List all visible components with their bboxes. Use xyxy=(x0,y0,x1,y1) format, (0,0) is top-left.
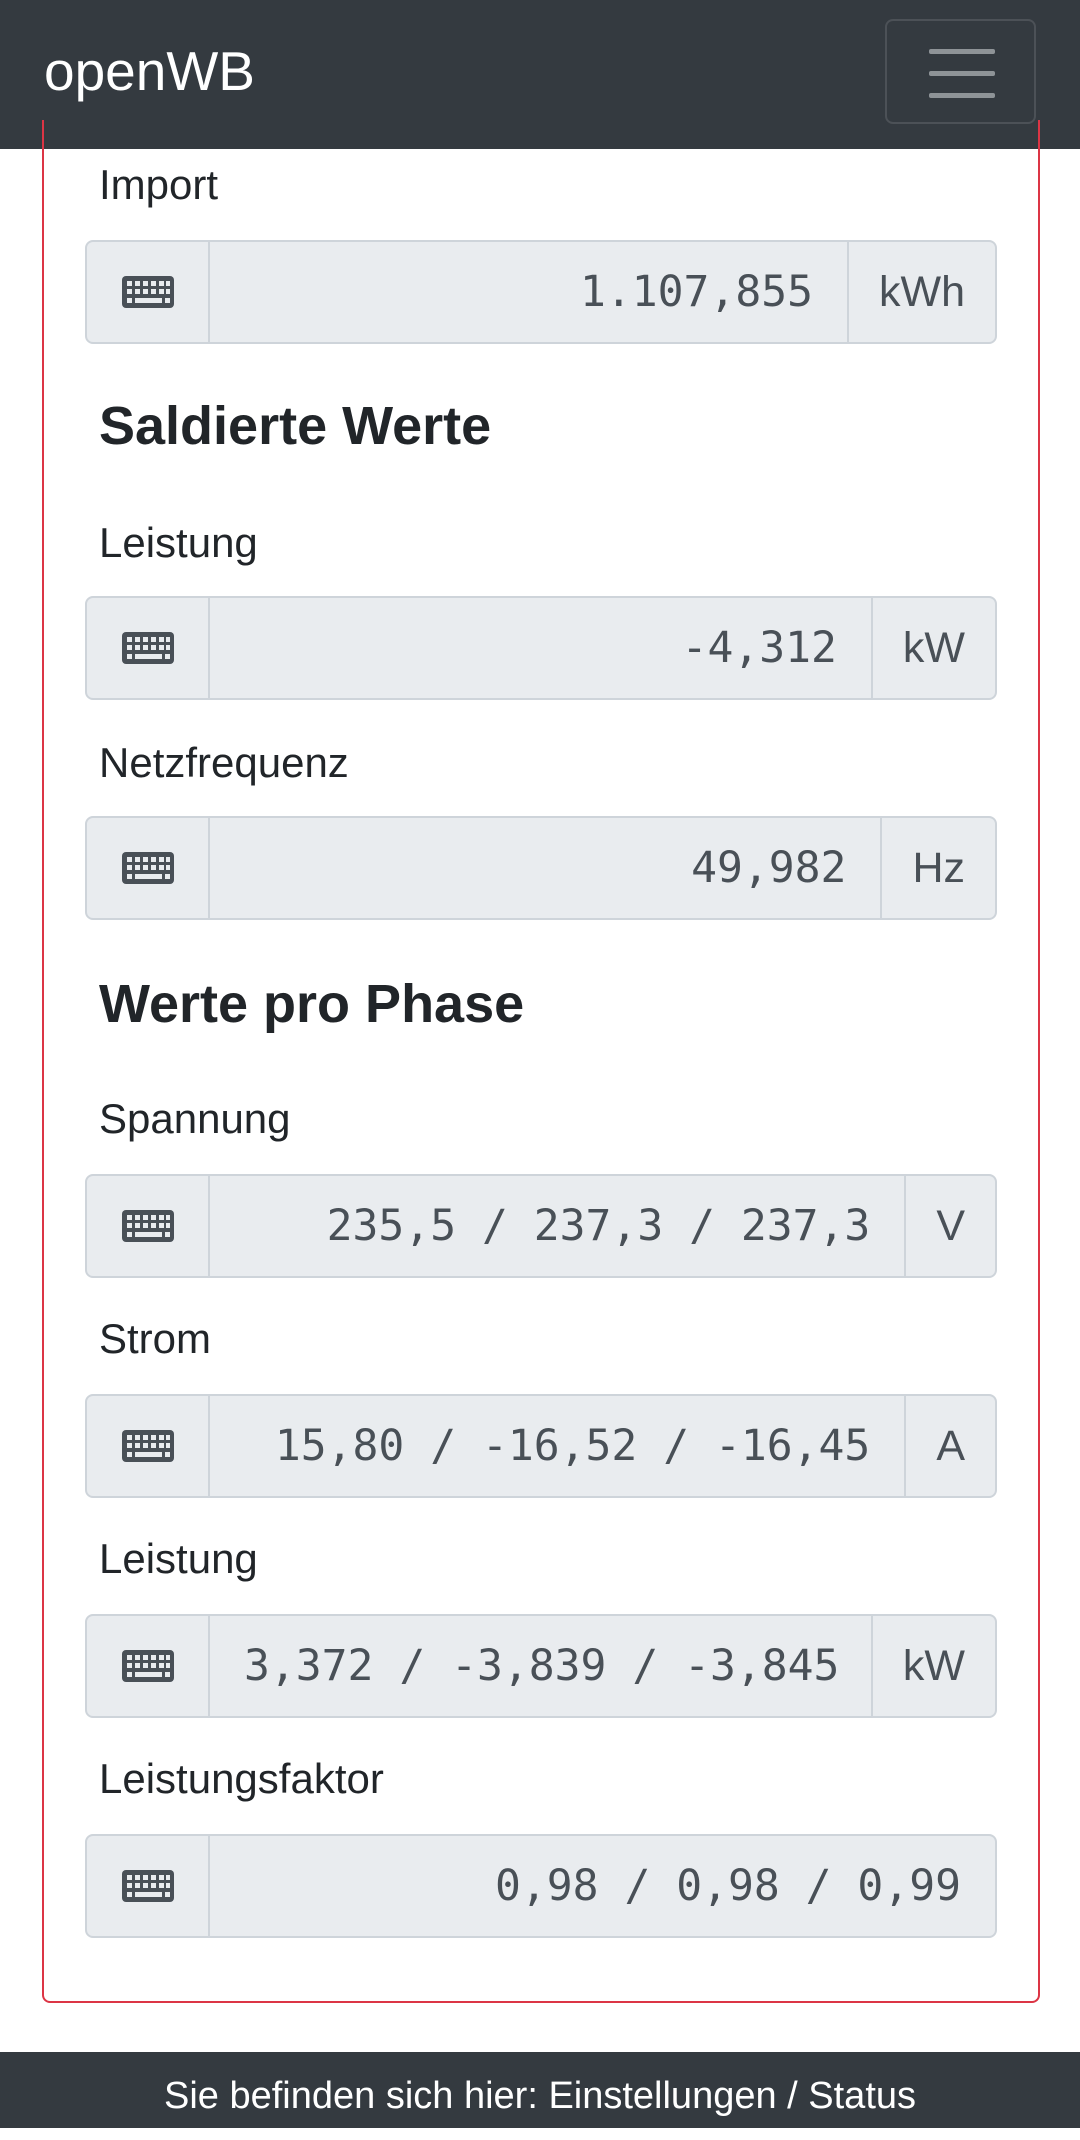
field-value-saldiert-leistung[interactable]: -4,312 xyxy=(681,623,837,673)
footer-breadcrumb: Sie befinden sich hier: Einstellungen / Status xyxy=(0,2052,1080,2128)
field-value-netzfrequenz[interactable]: 49,982 xyxy=(691,843,847,893)
menu-toggle-button[interactable] xyxy=(885,19,1036,124)
keyboard-icon xyxy=(87,1836,210,1936)
field-saldiert-leistung xyxy=(85,596,997,700)
field-label-leistungsfaktor: Leistungsfaktor xyxy=(99,1755,384,1802)
keyboard-icon xyxy=(87,1396,210,1496)
field-value-import[interactable]: 1.107,855 xyxy=(580,267,813,317)
keyboard-icon xyxy=(87,598,210,698)
field-label-phase-leistung: Leistung xyxy=(99,1535,258,1582)
section-heading-werte-pro-phase: Werte pro Phase xyxy=(99,974,525,1034)
field-value-phase-leistung[interactable]: 3,372 / -3,839 / -3,845 xyxy=(244,1641,840,1691)
field-label-saldiert-leistung: Leistung xyxy=(99,519,258,566)
field-label-import: Import xyxy=(99,161,219,208)
field-value-leistungsfaktor[interactable]: 0,98 / 0,98 / 0,99 xyxy=(495,1861,961,1911)
field-leistungsfaktor xyxy=(85,1834,997,1938)
field-value-spannung[interactable]: 235,5 / 237,3 / 237,3 xyxy=(326,1201,871,1251)
field-unit-phase-leistung: kW xyxy=(871,1616,995,1716)
field-spannung xyxy=(85,1174,997,1278)
field-strom xyxy=(85,1394,997,1498)
field-phase-leistung xyxy=(85,1614,997,1718)
field-label-netzfrequenz: Netzfrequenz xyxy=(99,739,349,786)
keyboard-icon xyxy=(87,1176,210,1276)
field-netzfrequenz xyxy=(85,816,997,920)
field-label-spannung: Spannung xyxy=(99,1095,291,1142)
keyboard-icon xyxy=(87,242,210,342)
field-import xyxy=(85,240,997,344)
keyboard-icon xyxy=(87,818,210,918)
brand-logo[interactable]: openWB xyxy=(44,40,255,102)
section-heading-saldierte-werte: Saldierte Werte xyxy=(99,396,492,456)
field-unit-strom: A xyxy=(904,1396,995,1496)
field-unit-import: kWh xyxy=(847,242,995,342)
field-unit-spannung: V xyxy=(904,1176,995,1276)
field-value-strom[interactable]: 15,80 / -16,52 / -16,45 xyxy=(274,1421,871,1471)
keyboard-icon xyxy=(87,1616,210,1716)
field-unit-netzfrequenz: Hz xyxy=(880,818,995,918)
field-unit-saldiert-leistung: kW xyxy=(871,598,995,698)
field-label-strom: Strom xyxy=(99,1315,212,1362)
